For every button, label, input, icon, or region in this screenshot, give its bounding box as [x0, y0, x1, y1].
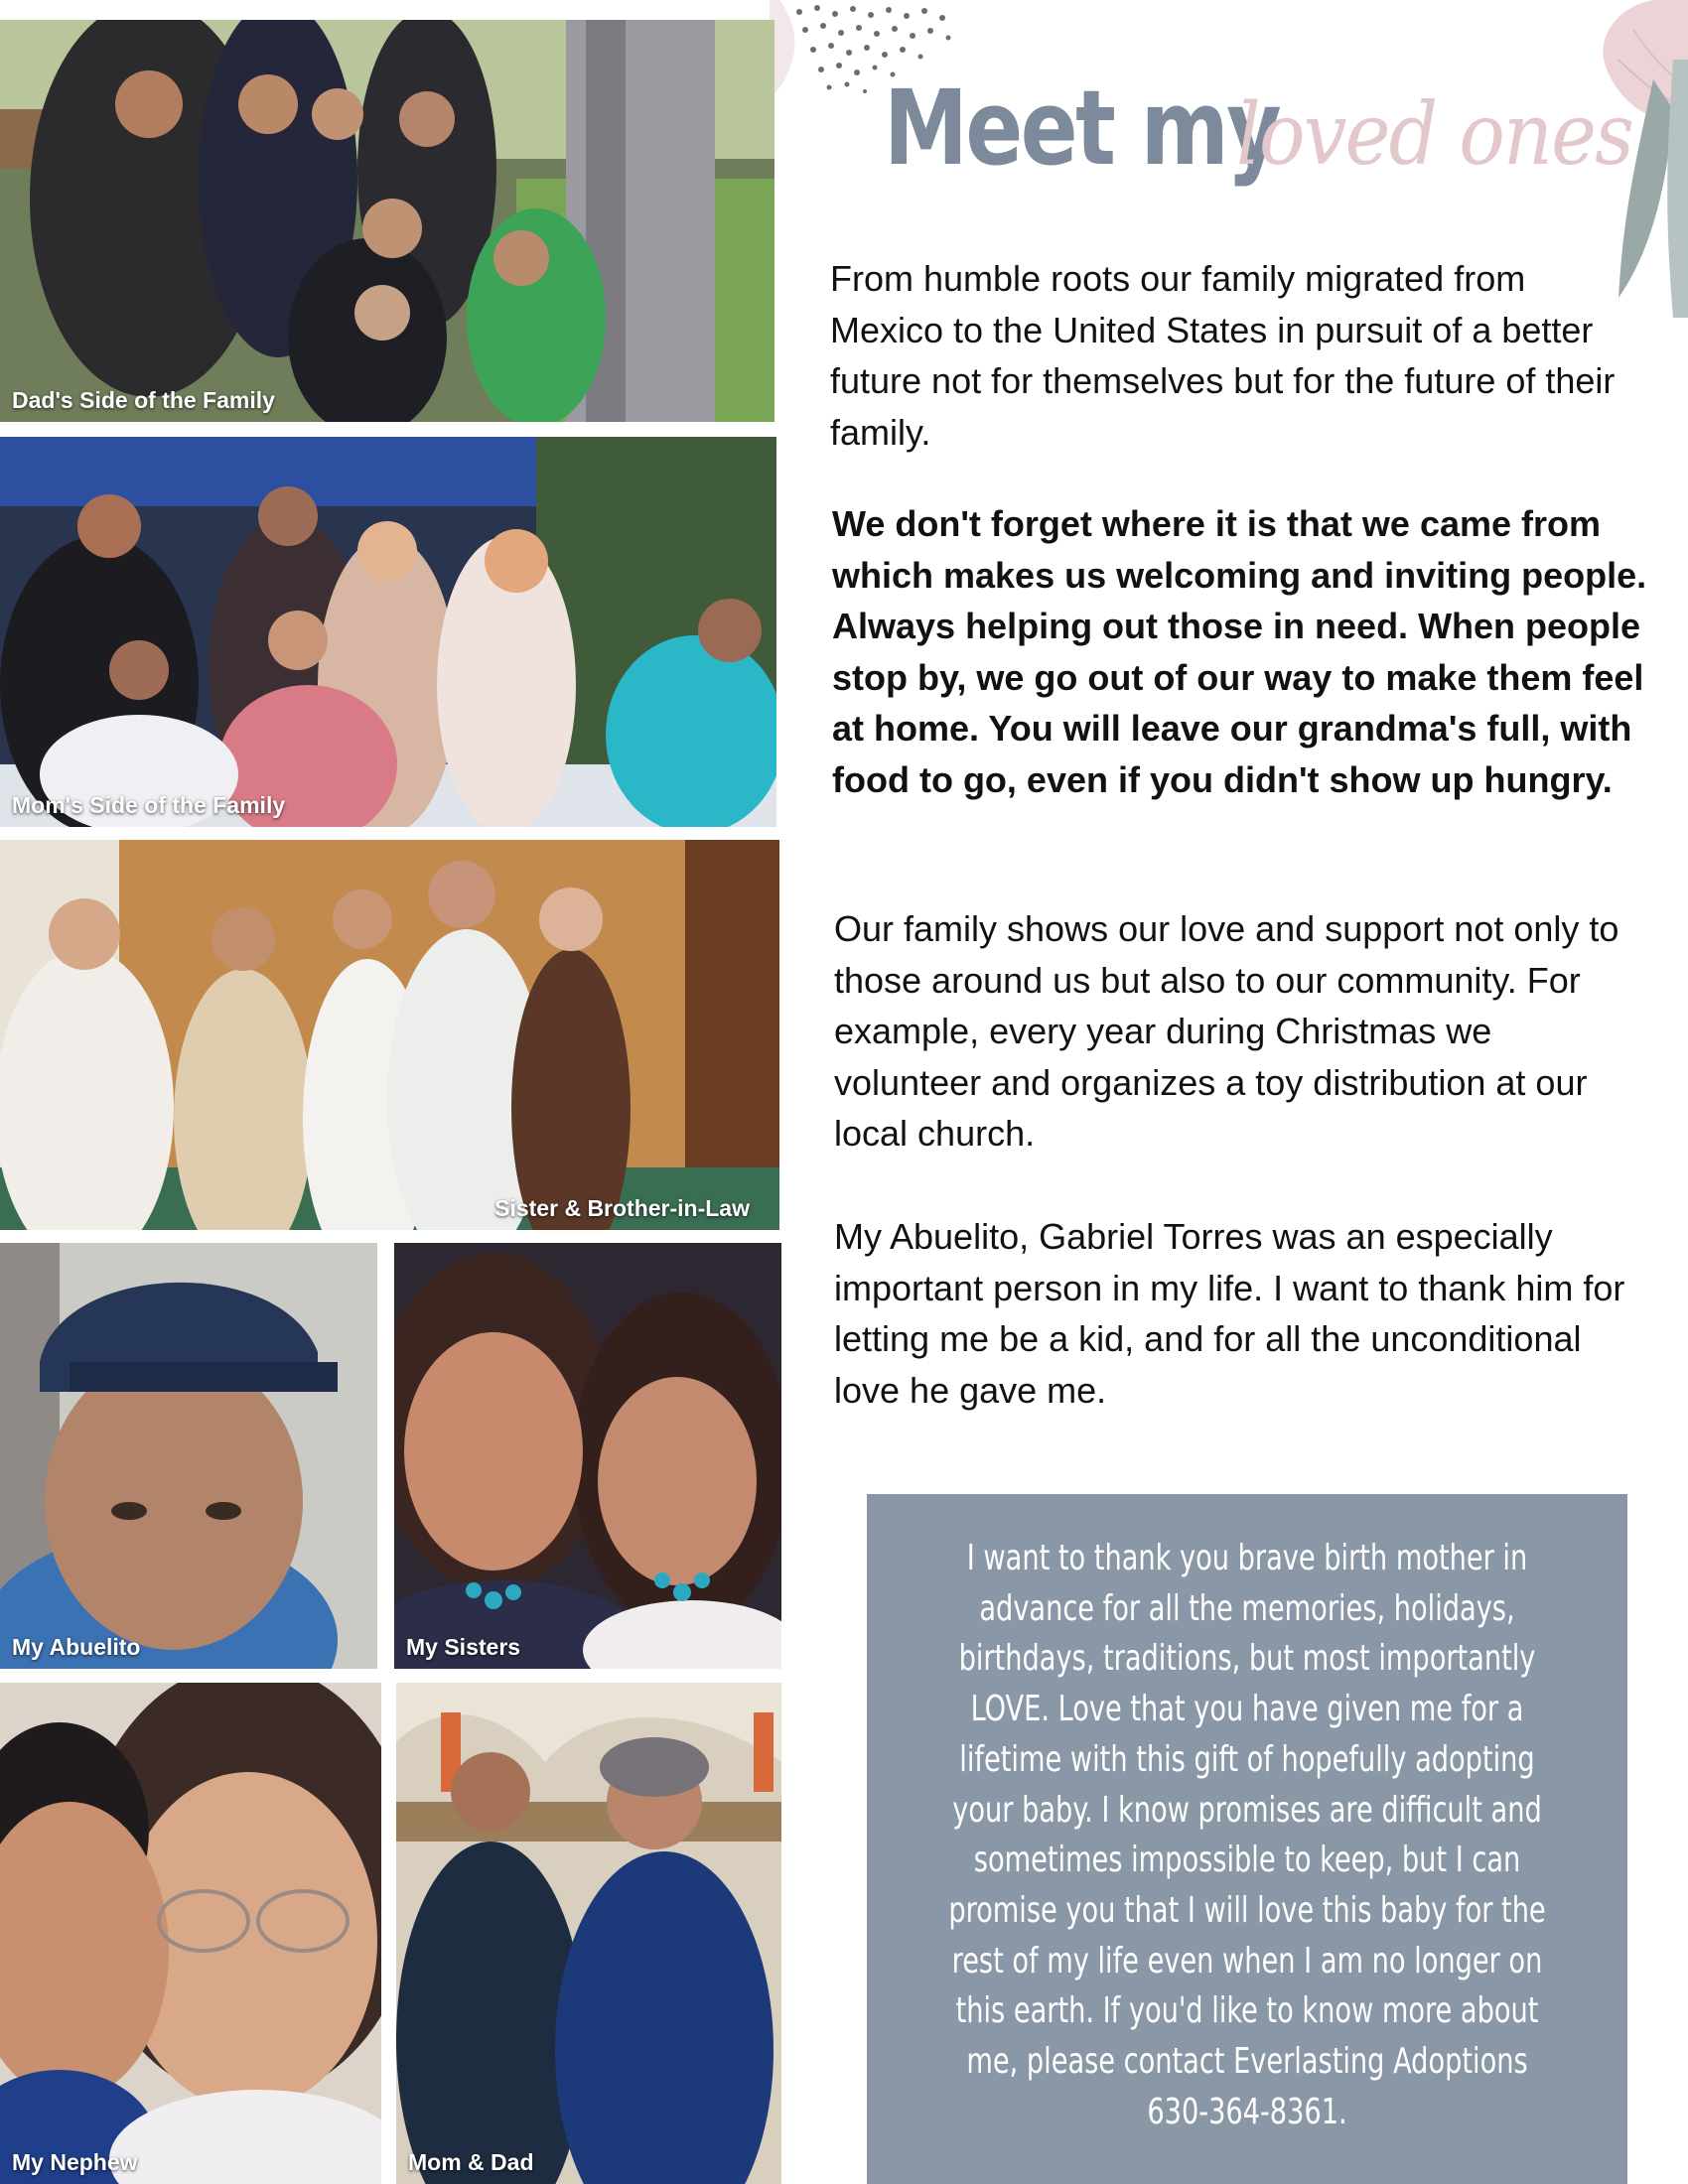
photo-caption: Sister & Brother-in-Law: [494, 1195, 750, 1221]
portrait-photo: [0, 1243, 377, 1669]
paragraph-abuelito: My Abuelito, Gabriel Torres was an especially important person in my life. I want to thank him for letting me be a kid, and for all the unconditional love he gave me.: [834, 1216, 1625, 1411]
title-loved-ones: loved ones: [1236, 85, 1633, 185]
portrait-photo: [394, 1243, 781, 1669]
portrait-photo: [0, 1683, 381, 2184]
photo-caption: Mom & Dad: [408, 2149, 534, 2175]
photo-sister-brother-in-law: [0, 840, 779, 1230]
portrait-photo: [396, 1683, 781, 2184]
photo-caption: My Sisters: [406, 1634, 521, 1660]
paragraph-welcoming: We don't forget where it is that we came from which makes us welcoming and inviting people. Always helping out those in need. When people stop by, we go out of our way to make them feel at home. You will leave our grandma's full, with food to go, even if you didn't show up hungry.: [832, 503, 1647, 800]
photo-caption: My Abuelito: [12, 1634, 141, 1660]
paragraph-community: Our family shows our love and support not only to those around us but also to our community. For example, every year during Christmas we volunteer and organizes a toy distribution at our local church.: [834, 908, 1619, 1154]
photo-abuelito: [0, 1243, 377, 1669]
family-group-photo: [0, 437, 776, 827]
photo-caption: Dad's Side of the Family: [12, 387, 275, 413]
title-meet-my: Meet my: [884, 68, 1280, 189]
page-title: [884, 68, 1633, 206]
paragraph-humble-roots: From humble roots our family migrated from Mexico to the United States in pursuit of a better future not for themselves but for the future of their family.: [830, 258, 1616, 453]
photo-dads-side-family: [0, 20, 774, 422]
birth-mother-letter-text: I want to thank you brave birth mother in advance for all the memories, holidays, birthdays, traditions, but most importantly LOVE. Love that you have given me for a lifetime with this gift of hopefully adopting your baby. I know promises are difficult and sometimes impossible to keep, but I can promise you that I will love this baby for the rest of my life even when I am no longer on this earth. If you'd like to know more about me, please contact Everlasting Adoptions 630-364-8361.: [948, 1538, 1546, 2132]
photo-my-nephew: [0, 1683, 381, 2184]
photo-moms-side-family: [0, 437, 776, 827]
photo-my-sisters: [394, 1243, 781, 1669]
photo-caption: My Nephew: [12, 2149, 138, 2175]
family-group-photo: [0, 20, 774, 422]
photo-caption: Mom's Side of the Family: [12, 792, 286, 818]
birth-mother-letter-box: [867, 1494, 1627, 2184]
photo-mom-and-dad: [396, 1683, 781, 2184]
family-group-photo: [0, 840, 779, 1230]
